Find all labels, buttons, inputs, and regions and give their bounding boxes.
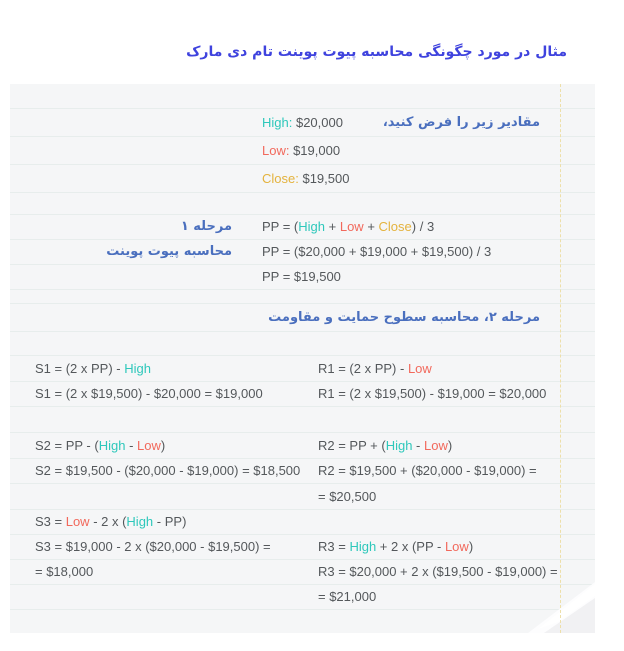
r1-calc: R1 = (2 x $19,500) - $19,000 = $20,000 — [318, 386, 547, 401]
s3-formula-row — [10, 510, 595, 535]
pp-result: PP = $19,500 — [262, 269, 341, 284]
pp-result-row — [10, 265, 595, 290]
assumption-row-close — [10, 165, 595, 193]
s3-result-r3-calc-row — [10, 560, 595, 585]
spacer-row — [10, 84, 595, 109]
s2-formula: S2 = PP - (High - Low) — [35, 438, 166, 453]
s2-r2-formula-row — [10, 433, 595, 459]
r1-formula: R1 = (2 x PP) - Low — [318, 361, 432, 376]
page-title: مثال در مورد چگونگی محاسبه پیوت پوینت تام دی مارک — [186, 44, 567, 60]
step1-label-line1: مرحله ۱ — [180, 219, 232, 234]
spacer-row — [10, 407, 595, 433]
r2-formula: R2 = PP + (High - Low) — [318, 438, 453, 453]
pp-calc-row — [10, 240, 595, 265]
s3-calc-r3-formula-row — [10, 535, 595, 560]
s1-formula: S1 = (2 x PP) - High — [35, 361, 151, 376]
ruled-margin-line — [560, 84, 561, 633]
spacer-row — [10, 610, 595, 633]
r3-formula: R3 = High + 2 x (PP - Low) — [318, 539, 474, 554]
r2-result-row — [10, 484, 595, 510]
pp-formula: PP = (High + Low + Close) / 3 — [262, 219, 435, 234]
assumption-row-high — [10, 109, 595, 137]
r3-result-row — [10, 585, 595, 610]
assumption-row-low — [10, 137, 595, 165]
low-value: Low: $19,000 — [262, 143, 341, 158]
close-value: Close: $19,500 — [262, 171, 350, 186]
pivot-calculation-table — [10, 84, 595, 633]
s2-calc: S2 = $19,500 - ($20,000 - $19,000) = $18,500 — [35, 463, 301, 478]
s2-r2-calc-row — [10, 459, 595, 484]
s1-r1-formula-row — [10, 356, 595, 382]
step2-heading-row — [10, 304, 595, 332]
r3-calc: R3 = $20,000 + 2 x ($19,500 - $19,000) = — [318, 564, 558, 579]
step1-label-line2: محاسبه پیوت پوینت — [106, 244, 232, 259]
high-value: High: $20,000 — [262, 115, 343, 130]
r2-result: = $20,500 — [318, 489, 377, 504]
spacer-row — [10, 193, 595, 215]
step2-heading: مرحله ۲، محاسبه سطوح حمایت و مقاومت — [268, 310, 540, 325]
r2-calc: R2 = $19,500 + ($20,000 - $19,000) = — [318, 463, 537, 478]
assumptions-heading: مقادیر زیر را فرض کنید، — [382, 115, 540, 130]
pp-formula-row — [10, 215, 595, 240]
r3-result: = $21,000 — [318, 589, 377, 604]
spacer-row — [10, 290, 595, 304]
s3-calc: S3 = $19,000 - 2 x ($20,000 - $19,500) = — [35, 539, 271, 554]
s1-calc: S1 = (2 x $19,500) - $20,000 = $19,000 — [35, 386, 263, 401]
s3-formula: S3 = Low - 2 x (High - PP) — [35, 514, 187, 529]
spacer-row — [10, 332, 595, 356]
pp-calc: PP = ($20,000 + $19,000 + $19,500) / 3 — [262, 244, 492, 259]
page-fold-decoration — [528, 582, 595, 633]
s1-r1-calc-row — [10, 382, 595, 407]
s3-result: = $18,000 — [35, 564, 94, 579]
